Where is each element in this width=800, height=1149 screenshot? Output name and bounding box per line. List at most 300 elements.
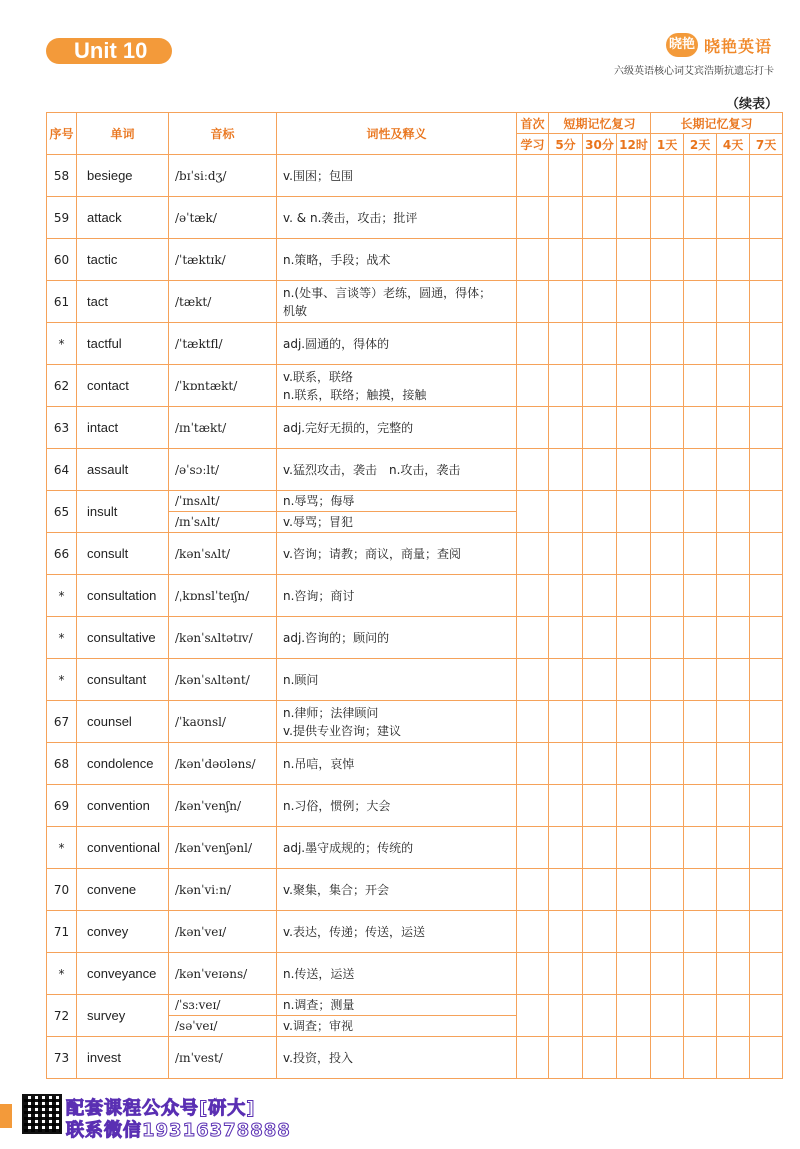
header-5min: 5分 (549, 134, 583, 155)
checkin-box[interactable] (617, 323, 651, 365)
checkin-box[interactable] (651, 323, 684, 365)
checkin-box[interactable] (717, 701, 750, 743)
checkin-box[interactable] (750, 743, 783, 785)
row-number: 71 (47, 911, 77, 953)
phonetic-cell: /kənˈsʌlt/ (169, 533, 277, 575)
checkin-box[interactable] (517, 953, 549, 995)
checkin-box[interactable] (517, 617, 549, 659)
checkin-box[interactable] (684, 785, 717, 827)
checkin-box[interactable] (651, 197, 684, 239)
definition-line: 机敏 (283, 303, 308, 318)
checkin-box[interactable] (517, 701, 549, 743)
checkin-box[interactable] (617, 449, 651, 491)
checkin-box[interactable] (651, 533, 684, 575)
phonetic-cell: /ˈkaʊnsl/ (169, 701, 277, 743)
definition-line: v. & n.袭击，攻击；批评 (283, 210, 418, 225)
checkin-box[interactable] (583, 1037, 617, 1079)
definition-cell (277, 533, 517, 575)
checkin-box[interactable] (651, 869, 684, 911)
checkin-box[interactable] (750, 869, 783, 911)
checkin-box[interactable] (549, 1037, 583, 1079)
checkin-box[interactable] (617, 869, 651, 911)
word-cell: assault (77, 449, 169, 491)
row-number: 66 (47, 533, 77, 575)
checkin-box[interactable] (549, 575, 583, 617)
definition-cell (277, 449, 517, 491)
checkin-box[interactable] (549, 869, 583, 911)
checkin-box[interactable] (549, 995, 583, 1037)
checkin-box[interactable] (651, 995, 684, 1037)
word-cell: contact (77, 365, 169, 407)
checkin-box[interactable] (517, 323, 549, 365)
unit-label: Unit 10 (46, 38, 172, 64)
definition-line: n.策略，手段；战术 (283, 252, 391, 267)
checkin-box[interactable] (517, 407, 549, 449)
definition-line: n.联系，联络；触摸，接触 (283, 387, 427, 402)
checkin-box[interactable] (651, 617, 684, 659)
row-number: 60 (47, 239, 77, 281)
definition-line: n.吊唁，哀悼 (283, 756, 355, 771)
checkin-box[interactable] (549, 743, 583, 785)
checkin-box[interactable] (717, 911, 750, 953)
table-row (47, 953, 783, 995)
definition-cell (277, 659, 517, 701)
row-number: * (47, 953, 77, 995)
definition-line: n.咨询；商讨 (283, 588, 355, 603)
row-number: 72 (47, 995, 77, 1037)
brand-logo-icon: 晓艳 (666, 33, 698, 57)
definition-cell (277, 512, 517, 533)
header-definition: 词性及释义 (277, 113, 517, 155)
phonetic-cell: /kənˈvenʃn/ (169, 785, 277, 827)
checkin-box[interactable] (549, 365, 583, 407)
row-number: * (47, 575, 77, 617)
checkin-box[interactable] (549, 449, 583, 491)
row-number: 61 (47, 281, 77, 323)
header-short-review: 短期记忆复习 (549, 113, 651, 134)
word-cell: besiege (77, 155, 169, 197)
checkin-box[interactable] (750, 1037, 783, 1079)
checkin-box[interactable] (517, 1037, 549, 1079)
checkin-box[interactable] (617, 1037, 651, 1079)
checkin-box[interactable] (651, 743, 684, 785)
checkin-box[interactable] (517, 239, 549, 281)
checkin-box[interactable] (684, 365, 717, 407)
checkin-box[interactable] (583, 281, 617, 323)
checkin-box[interactable] (684, 869, 717, 911)
checkin-box[interactable] (651, 155, 684, 197)
checkin-box[interactable] (717, 365, 750, 407)
definition-line: v.提供专业咨询；建议 (283, 723, 401, 738)
definition-cell (277, 1037, 517, 1079)
table-row (47, 533, 783, 575)
word-cell: tactful (77, 323, 169, 365)
checkin-box[interactable] (583, 617, 617, 659)
row-number: 58 (47, 155, 77, 197)
checkin-box[interactable] (583, 911, 617, 953)
checkin-box[interactable] (617, 911, 651, 953)
word-cell: invest (77, 1037, 169, 1079)
definition-cell (277, 197, 517, 239)
word-cell: conventional (77, 827, 169, 869)
checkin-box[interactable] (684, 491, 717, 533)
checkin-box[interactable] (750, 407, 783, 449)
definition-line: n.习俗，惯例；大会 (283, 798, 391, 813)
row-number: * (47, 323, 77, 365)
checkin-box[interactable] (684, 155, 717, 197)
checkin-box[interactable] (750, 197, 783, 239)
definition-line: n.(处事、言谈等）老练，圆通，得体； (283, 285, 492, 300)
checkin-box[interactable] (750, 449, 783, 491)
definition-cell (277, 281, 517, 323)
checkin-box[interactable] (717, 995, 750, 1037)
checkin-box[interactable] (549, 827, 583, 869)
word-cell: survey (77, 995, 169, 1037)
definition-line: adj.完好无损的，完整的 (283, 420, 414, 435)
checkin-box[interactable] (583, 407, 617, 449)
definition-line: n.顾问 (283, 672, 319, 687)
checkin-box[interactable] (583, 995, 617, 1037)
definition-line: v.联系，联络 (283, 369, 353, 384)
row-number: 65 (47, 491, 77, 533)
definition-line: n.辱骂；侮辱 (283, 494, 355, 508)
checkin-box[interactable] (651, 659, 684, 701)
checkin-box[interactable] (617, 701, 651, 743)
checkin-box[interactable] (717, 617, 750, 659)
checkin-box[interactable] (583, 239, 617, 281)
checkin-box[interactable] (583, 869, 617, 911)
checkin-box[interactable] (617, 995, 651, 1037)
checkin-box[interactable] (750, 785, 783, 827)
checkin-box[interactable] (684, 995, 717, 1037)
table-row (47, 869, 783, 911)
checkin-box[interactable] (684, 617, 717, 659)
checkin-box[interactable] (684, 1037, 717, 1079)
definition-cell (277, 365, 517, 407)
checkin-box[interactable] (617, 743, 651, 785)
table-row (47, 659, 783, 701)
checkin-box[interactable] (549, 407, 583, 449)
checkin-box[interactable] (684, 701, 717, 743)
checkin-box[interactable] (651, 827, 684, 869)
phonetic-cell: /bɪˈsiːdʒ/ (169, 155, 277, 197)
checkin-box[interactable] (717, 659, 750, 701)
checkin-box[interactable] (717, 1037, 750, 1079)
word-cell: convene (77, 869, 169, 911)
checkin-box[interactable] (651, 407, 684, 449)
checkin-box[interactable] (517, 533, 549, 575)
header-12h: 12时 (617, 134, 651, 155)
checkin-box[interactable] (617, 785, 651, 827)
checkin-box[interactable] (651, 701, 684, 743)
checkin-box[interactable] (717, 197, 750, 239)
checkin-box[interactable] (617, 365, 651, 407)
checkin-box[interactable] (750, 491, 783, 533)
checkin-box[interactable] (549, 155, 583, 197)
word-cell: conveyance (77, 953, 169, 995)
checkin-box[interactable] (750, 575, 783, 617)
checkin-box[interactable] (651, 953, 684, 995)
definition-cell (277, 827, 517, 869)
checkin-box[interactable] (717, 323, 750, 365)
table-row (47, 617, 783, 659)
checkin-box[interactable] (750, 323, 783, 365)
phonetic-cell: /ɪnˈsʌlt/ (169, 512, 277, 533)
checkin-box[interactable] (717, 869, 750, 911)
checkin-box[interactable] (684, 449, 717, 491)
table-row (47, 911, 783, 953)
word-cell: attack (77, 197, 169, 239)
checkin-box[interactable] (684, 197, 717, 239)
checkin-box[interactable] (684, 323, 717, 365)
checkin-box[interactable] (549, 281, 583, 323)
checkin-box[interactable] (651, 1037, 684, 1079)
checkin-box[interactable] (684, 827, 717, 869)
checkin-box[interactable] (517, 281, 549, 323)
table-row (47, 281, 783, 323)
checkin-box[interactable] (549, 617, 583, 659)
definition-cell (277, 1016, 517, 1037)
phonetic-cell: /ˈsɜːveɪ/ (169, 995, 277, 1016)
checkin-box[interactable] (517, 491, 549, 533)
row-number: * (47, 617, 77, 659)
checkin-box[interactable] (583, 155, 617, 197)
definition-cell (277, 407, 517, 449)
checkin-box[interactable] (750, 533, 783, 575)
header-4day: 4天 (717, 134, 750, 155)
checkin-box[interactable] (517, 827, 549, 869)
phonetic-cell: /səˈveɪ/ (169, 1016, 277, 1037)
checkin-box[interactable] (717, 533, 750, 575)
word-cell: counsel (77, 701, 169, 743)
checkin-box[interactable] (549, 239, 583, 281)
checkin-box[interactable] (583, 491, 617, 533)
definition-cell (277, 785, 517, 827)
phonetic-cell: /ˈtæktɪk/ (169, 239, 277, 281)
checkin-box[interactable] (750, 701, 783, 743)
row-number: 67 (47, 701, 77, 743)
row-number: 68 (47, 743, 77, 785)
checkin-box[interactable] (549, 911, 583, 953)
checkin-box[interactable] (684, 407, 717, 449)
phonetic-cell: /əˈsɔːlt/ (169, 449, 277, 491)
checkin-box[interactable] (651, 449, 684, 491)
checkin-box[interactable] (750, 659, 783, 701)
brand (666, 33, 772, 57)
checkin-box[interactable] (750, 911, 783, 953)
checkin-box[interactable] (750, 281, 783, 323)
phonetic-cell: /kənˈsʌltətɪv/ (169, 617, 277, 659)
checkin-box[interactable] (549, 323, 583, 365)
checkin-box[interactable] (750, 239, 783, 281)
definition-cell (277, 323, 517, 365)
checkin-box[interactable] (717, 449, 750, 491)
checkin-box[interactable] (717, 155, 750, 197)
table-row (47, 701, 783, 743)
checkin-box[interactable] (517, 197, 549, 239)
qr-code-icon (22, 1094, 62, 1134)
checkin-box[interactable] (651, 575, 684, 617)
checkin-box[interactable] (617, 659, 651, 701)
checkin-box[interactable] (717, 827, 750, 869)
checkin-box[interactable] (717, 785, 750, 827)
checkin-box[interactable] (583, 701, 617, 743)
checkin-box[interactable] (684, 743, 717, 785)
definition-line: v.聚集，集合；开会 (283, 882, 389, 897)
phonetic-cell: /tækt/ (169, 281, 277, 323)
checkin-box[interactable] (684, 953, 717, 995)
checkin-box[interactable] (717, 743, 750, 785)
checkin-box[interactable] (617, 617, 651, 659)
checkin-box[interactable] (750, 155, 783, 197)
checkin-box[interactable] (750, 365, 783, 407)
phonetic-cell: /ˈtæktfl/ (169, 323, 277, 365)
phonetic-cell: /ˈɪnsʌlt/ (169, 491, 277, 512)
checkin-box[interactable] (617, 407, 651, 449)
table-row (47, 827, 783, 869)
checkin-box[interactable] (651, 281, 684, 323)
checkin-box[interactable] (750, 827, 783, 869)
checkin-box[interactable] (617, 575, 651, 617)
checkin-box[interactable] (517, 155, 549, 197)
definition-cell (277, 953, 517, 995)
word-cell: condolence (77, 743, 169, 785)
definition-line: adj.墨守成规的；传统的 (283, 840, 414, 855)
checkin-box[interactable] (717, 575, 750, 617)
checkin-box[interactable] (617, 533, 651, 575)
brand-name: 晓艳英语 (704, 36, 773, 56)
definition-line: v.调查；审视 (283, 1019, 353, 1033)
checkin-box[interactable] (717, 239, 750, 281)
definition-line: v.表达，传递；传送，运送 (283, 924, 425, 939)
checkin-box[interactable] (517, 911, 549, 953)
checkin-box[interactable] (517, 995, 549, 1037)
checkin-box[interactable] (651, 785, 684, 827)
phonetic-cell: /ɪnˈtækt/ (169, 407, 277, 449)
phonetic-cell: /ˈkɒntækt/ (169, 365, 277, 407)
table-row (47, 323, 783, 365)
phonetic-cell: /ɪnˈvest/ (169, 1037, 277, 1079)
checkin-box[interactable] (583, 827, 617, 869)
checkin-box[interactable] (517, 869, 549, 911)
phonetic-cell: /kənˈveɪəns/ (169, 953, 277, 995)
checkin-box[interactable] (583, 659, 617, 701)
checkin-box[interactable] (583, 785, 617, 827)
phonetic-cell: /ˌkɒnslˈteɪʃn/ (169, 575, 277, 617)
row-number: * (47, 659, 77, 701)
checkin-box[interactable] (583, 323, 617, 365)
phonetic-cell: /kənˈsʌltənt/ (169, 659, 277, 701)
definition-cell (277, 911, 517, 953)
checkin-box[interactable] (750, 617, 783, 659)
checkin-box[interactable] (617, 491, 651, 533)
row-number: 73 (47, 1037, 77, 1079)
checkin-box[interactable] (717, 491, 750, 533)
definition-line: v.咨询；请教；商议，商量；查阅 (283, 546, 461, 561)
table-row (47, 491, 783, 512)
checkin-box[interactable] (583, 365, 617, 407)
checkin-box[interactable] (651, 365, 684, 407)
row-number: 64 (47, 449, 77, 491)
checkin-box[interactable] (617, 281, 651, 323)
definition-line: n.调查；测量 (283, 998, 355, 1012)
checkin-box[interactable] (684, 911, 717, 953)
checkin-box[interactable] (617, 155, 651, 197)
checkin-box[interactable] (684, 239, 717, 281)
checkin-box[interactable] (517, 449, 549, 491)
checkin-box[interactable] (517, 743, 549, 785)
checkin-box[interactable] (617, 239, 651, 281)
checkin-box[interactable] (549, 785, 583, 827)
definition-line: v.辱骂；冒犯 (283, 515, 353, 529)
header-30min: 30分 (583, 134, 617, 155)
page-edge-stripe (0, 1104, 12, 1128)
checkin-box[interactable] (617, 953, 651, 995)
definition-line: v.投资，投入 (283, 1050, 353, 1065)
checkin-box[interactable] (583, 449, 617, 491)
definition-cell (277, 995, 517, 1016)
checkin-box[interactable] (717, 407, 750, 449)
header-1day: 1天 (651, 134, 684, 155)
continued-label: （续表） (725, 97, 778, 112)
row-number: 59 (47, 197, 77, 239)
phonetic-cell: /kənˈvenʃənl/ (169, 827, 277, 869)
checkin-box[interactable] (684, 575, 717, 617)
checkin-box[interactable] (583, 575, 617, 617)
checkin-box[interactable] (617, 197, 651, 239)
checkin-box[interactable] (651, 239, 684, 281)
checkin-box[interactable] (651, 911, 684, 953)
checkin-box[interactable] (549, 659, 583, 701)
row-number: * (47, 827, 77, 869)
checkin-box[interactable] (517, 785, 549, 827)
table-row (47, 449, 783, 491)
checkin-box[interactable] (517, 365, 549, 407)
table-row (47, 239, 783, 281)
checkin-box[interactable] (684, 281, 717, 323)
checkin-box[interactable] (549, 491, 583, 533)
header-2day: 2天 (684, 134, 717, 155)
checkin-box[interactable] (517, 659, 549, 701)
word-cell: convey (77, 911, 169, 953)
watermark-line-1: 配套课程公众号[研大] (66, 1098, 256, 1119)
checkin-box[interactable] (750, 953, 783, 995)
checkin-box[interactable] (750, 995, 783, 1037)
checkin-box[interactable] (651, 491, 684, 533)
checkin-box[interactable] (549, 701, 583, 743)
checkin-box[interactable] (549, 197, 583, 239)
definition-cell (277, 575, 517, 617)
checkin-box[interactable] (684, 533, 717, 575)
checkin-box[interactable] (717, 953, 750, 995)
checkin-box[interactable] (717, 281, 750, 323)
table-row (47, 407, 783, 449)
checkin-box[interactable] (583, 743, 617, 785)
checkin-box[interactable] (583, 953, 617, 995)
checkin-box[interactable] (583, 197, 617, 239)
definition-cell (277, 239, 517, 281)
checkin-box[interactable] (549, 953, 583, 995)
checkin-box[interactable] (617, 827, 651, 869)
checkin-box[interactable] (549, 533, 583, 575)
table-row (47, 155, 783, 197)
checkin-box[interactable] (583, 533, 617, 575)
checkin-box[interactable] (517, 575, 549, 617)
phonetic-cell: /əˈtæk/ (169, 197, 277, 239)
definition-line: n.律师；法律顾问 (283, 705, 379, 720)
phonetic-cell: /kənˈviːn/ (169, 869, 277, 911)
checkin-box[interactable] (684, 659, 717, 701)
